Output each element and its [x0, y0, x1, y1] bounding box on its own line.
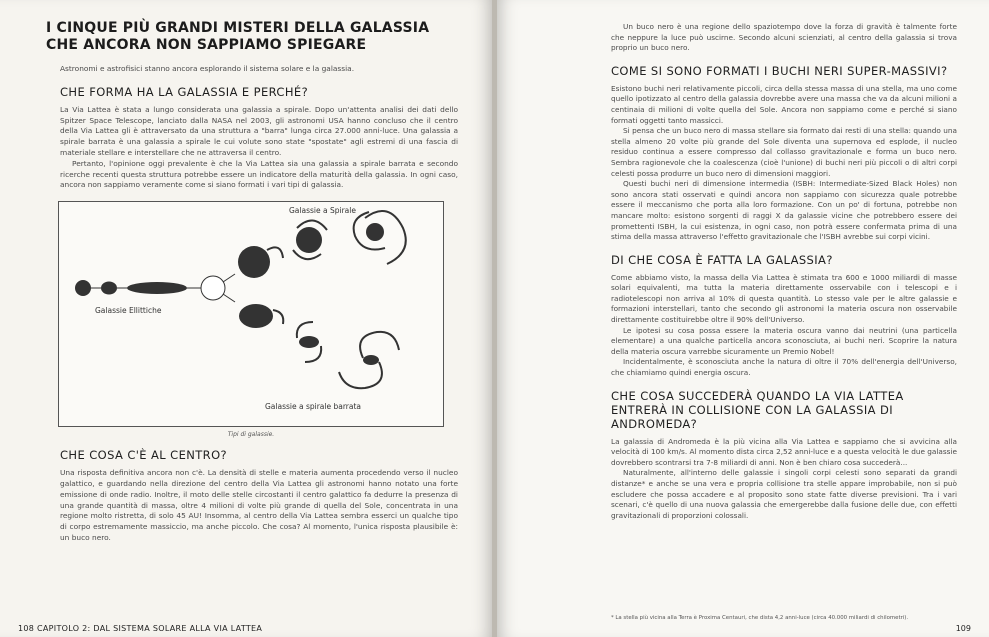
paragraph: La galassia di Andromeda è la più vicina alla Via Lattea e sappiamo che si avvicina alla velocità di 100 km/s. Al momento dista circa 2,52 anni-luce e a questa velocità le due galassie dovrebbero scontrarsi tra 7-8 miliardi di anni. Non è ben chiaro cosa succederà... [611, 436, 957, 467]
left-page [0, 0, 492, 637]
figure-caption: Tipi di galassie. [227, 431, 275, 439]
label-spiral-galaxies: Galassie a Spirale [289, 206, 356, 216]
paragraph: La Via Lattea è stata a lungo considerata una galassia a spirale. Dopo un'attenta analisi dei dati dello Spitzer Space Telescope, lanciato dalla NASA nel 2003, gli astronomi USA hanno concluso che il centro della Via Lattea gli è attraversato da una struttura a "barra" lunga circa 27.000 anni-luce. Una galassia a spirale barrata è una galassia a spirale le cui volute sono state "spostate" agli estremi di una fascia di materiale stellare e interstellare che ne attraversa il centro. [60, 104, 458, 157]
paragraph: Le ipotesi su cosa possa essere la materia oscura vanno dai neutrini (una particella elementare) a una qualche particella ancora sconosciuta, ai buchi neri. Scoprire la natura della materia oscura varrebbe sicuramente un Premio Nobel! [611, 325, 957, 356]
section-heading-black-holes: COME SI SONO FORMATI I BUCHI NERI SUPER-MASSIVI? [611, 63, 948, 78]
footnote: * La stella più vicina alla Terra è Proxima Centauri, che dista 4,2 anni-luce (circa 40.000 miliardi di chilometri). [611, 615, 909, 621]
paragraph: Naturalmente, all'interno delle galassie i singoli corpi celesti sono separati da grandi distanze* e anche se una vera e propria collisione tra stelle appare improbabile, non si può escludere che possa accadere e al proposito sono state fatte diverse previsioni. Tra i vari scenari, c'è quello di una nuova galassia che emergerebbe dalla fusione delle due, con effetti gravitazionali di proporzioni colossali. [611, 468, 957, 520]
section-heading-collision: CHE COSA SUCCEDERÀ QUANDO LA VIA LATTEA ENTRERÀ IN COLLISIONE CON LA GALASSIA DI ANDROMEDA? [611, 388, 904, 431]
page-number: 109 [955, 624, 971, 633]
section-heading-center: CHE COSA C'È AL CENTRO? [60, 448, 228, 463]
page-title: I CINQUE PIÙ GRANDI MISTERI DELLA GALASSIA CHE ANCORA NON SAPPIAMO SPIEGARE [46, 20, 430, 53]
paragraph: Questi buchi neri di dimensione intermedia (ISBH: Intermediate-Sized Black Holes) non sono ancora stati osservati e quindi ancora non sappiamo con sicurezza quale potrebbe essere il meccanismo che porta alla loro formazione. Con un po' di fortuna, potrebbe non mancare molto: esistono sorgenti di raggi X da galassie vicine che potrebbero essere dei promettenti ISBH, la cui esistenza, in ogni caso, non potrà essere confermata prima di una stima della massa attraverso l'effetto gravitazionale che l'ISBH avrebbe sui corpi vicini. [611, 179, 957, 242]
right-page [497, 0, 989, 637]
paragraph: Pertanto, l'opinione oggi prevalente è che la Via Lattea sia una galassia a spirale barrata e secondo ricerche recenti questa struttura potrebbe essere un indicatore della maturità della galassia. In ogni caso, ancora non sappiamo veramente come si siano formati i vari tipi di galassia. [60, 158, 458, 190]
paragraph: Incidentalmente, è sconosciuta anche la natura di oltre il 70% dell'energia dell'Universo, che chiamiamo quindi energia oscura. [611, 357, 957, 378]
paragraph: Come abbiamo visto, la massa della Via Lattea è stimata tra 600 e 1000 miliardi di masse solari equivalenti, ma tutta la materia direttamente osservabile con i telescopi e i radiotelescopi non arriva al 10% di questa quantità. Lo stesso vale per le altre galassie e formazioni interstellari, tanto che secondo gli astronomi la materia oscura non osservabile direttamente costituirebbe oltre il 90% dell'Universo. [611, 272, 957, 325]
section-heading-composition: DI CHE COSA È FATTA LA GALASSIA? [611, 252, 833, 267]
paragraph: Esistono buchi neri relativamente piccoli, circa della stessa massa di una stella, ma uno come quello ipotizzato al centro della galassia dovrebbe avere una massa che va da alcuni milioni a centinaia di milioni di volte quella del Sole. Ancora non sappiamo come e perché si siano formati oggetti tanto massicci. [611, 83, 957, 125]
left-body-2 [46, 448, 458, 544]
galaxy-types-figure [58, 201, 444, 427]
page-footer-left: 108 CAPITOLO 2: DAL SISTEMA SOLARE ALLA VIA LATTEA [18, 624, 263, 633]
label-elliptical-galaxies: Galassie Ellittiche [95, 306, 162, 316]
paragraph: Si pensa che un buco nero di massa stellare sia formato dai resti di una stella: quando una stella almeno 20 volte più grande del Sole diventa una supernova ed esplode, il nucleo residuo continua a essere compresso dal collasso gravitazionale e forma un buco nero. Sembra ragionevole che la coalescenza (cioè l'unione) di buchi neri più piccoli o di altri corpi celesti possa produrre un buco nero di dimensioni maggiori. [611, 126, 957, 178]
intro-paragraph: Astronomi e astrofisici stanno ancora esplorando il sistema solare e la galassia. [60, 64, 355, 73]
left-body [46, 85, 458, 191]
section-heading-shape: CHE FORMA HA LA GALASSIA E PERCHÉ? [60, 84, 309, 99]
paragraph: Una risposta definitiva ancora non c'è. La densità di stelle e materia aumenta procedendo verso il nucleo galattico, e guardando nella direzione del centro della Via Lattea gli astronomi hanno notato una forte emissione di onde radio. Inoltre, il moto delle stelle circostanti il centro galattico fa dedurre la presenza di una grande quantità di massa, oltre 4 milioni di volte più grande di quella del Sole, concentrata in una regione molto ristretta, di solo 45 AU! Insomma, al centro della Via Lattea sembra esserci un qualche tipo di corpo estremamente massiccio, ma anche piccolo. Che cosa? Al momento, l'unica risposta plausibile è: un buco nero. [60, 468, 458, 542]
label-barred-spiral-galaxies: Galassie a spirale barrata [265, 402, 362, 412]
galaxy-diagram [59, 202, 445, 428]
paragraph: Un buco nero è una regione dello spaziotempo dove la forza di gravità è talmente forte che neppure la luce può uscirne. Secondo alcuni scienziati, al centro della galassia si trova proprio un buco nero. [611, 22, 957, 53]
